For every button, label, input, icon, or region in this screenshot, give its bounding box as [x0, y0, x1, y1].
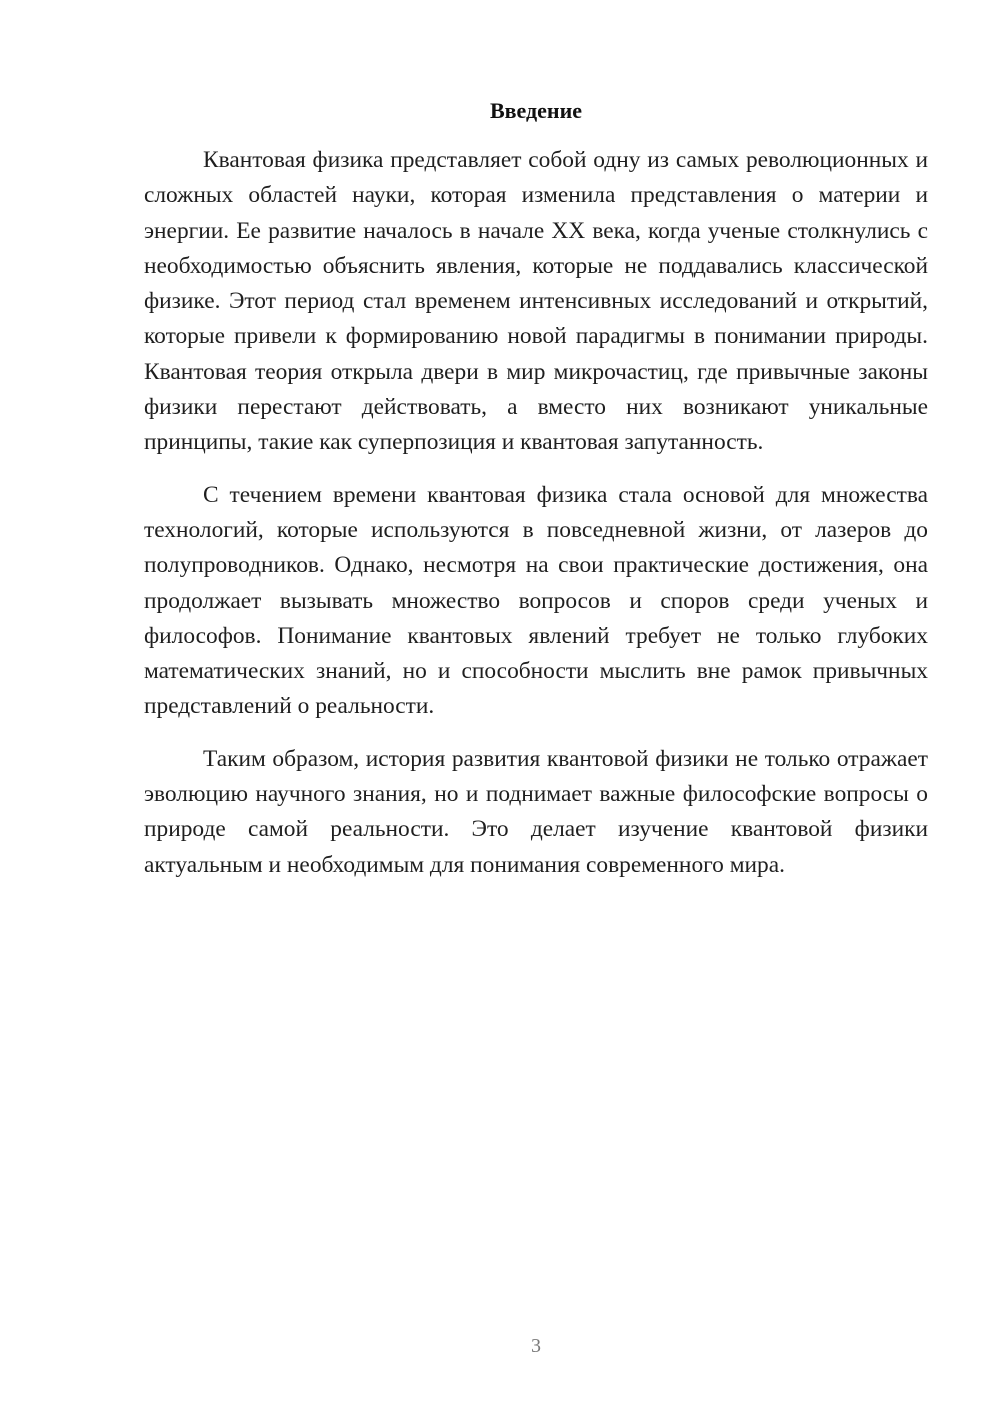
document-body [144, 143, 928, 900]
paragraph-1: Квантовая физика представляет собой одну из самых революционных и сложных областей науки, которая изменила представления о материи и энергии. Ее развитие началось в начале XX века, когда ученые столкнулись с необходимостью объяснить явления, которые не поддавались классической физике. Этот период стал временем интенсивных исследований и открытий, которые привели к формированию новой парадигмы в понимании природы. Квантовая теория открыла двери в мир микрочастиц, где привычные законы физики перестают действовать, а вместо них возникают уникальные принципы, такие как суперпозиция и квантовая запутанность. [144, 147, 928, 456]
section-title: Введение [489, 98, 583, 123]
paragraph-3: Таким образом, история развития квантовой физики не только отражает эволюцию научного знания, но и поднимает важные философские вопросы о природе самой реальности. Это делает изучение квантовой физики актуальным и необходимым для понимания современного мира. [144, 745, 928, 878]
page-number: 3 [531, 1335, 541, 1357]
paragraph-2: С течением времени квантовая физика стала основой для множества технологий, которые используются в повседневной жизни, от лазеров до полупроводников. Однако, несмотря на свои практические достижения, она продолжает вызывать множество вопросов и споров среди ученых и философов. Понимание квантовых явлений требует не только глубоких математических знаний, но и способности мыслить вне рамок привычных представлений о реальности. [144, 481, 928, 720]
